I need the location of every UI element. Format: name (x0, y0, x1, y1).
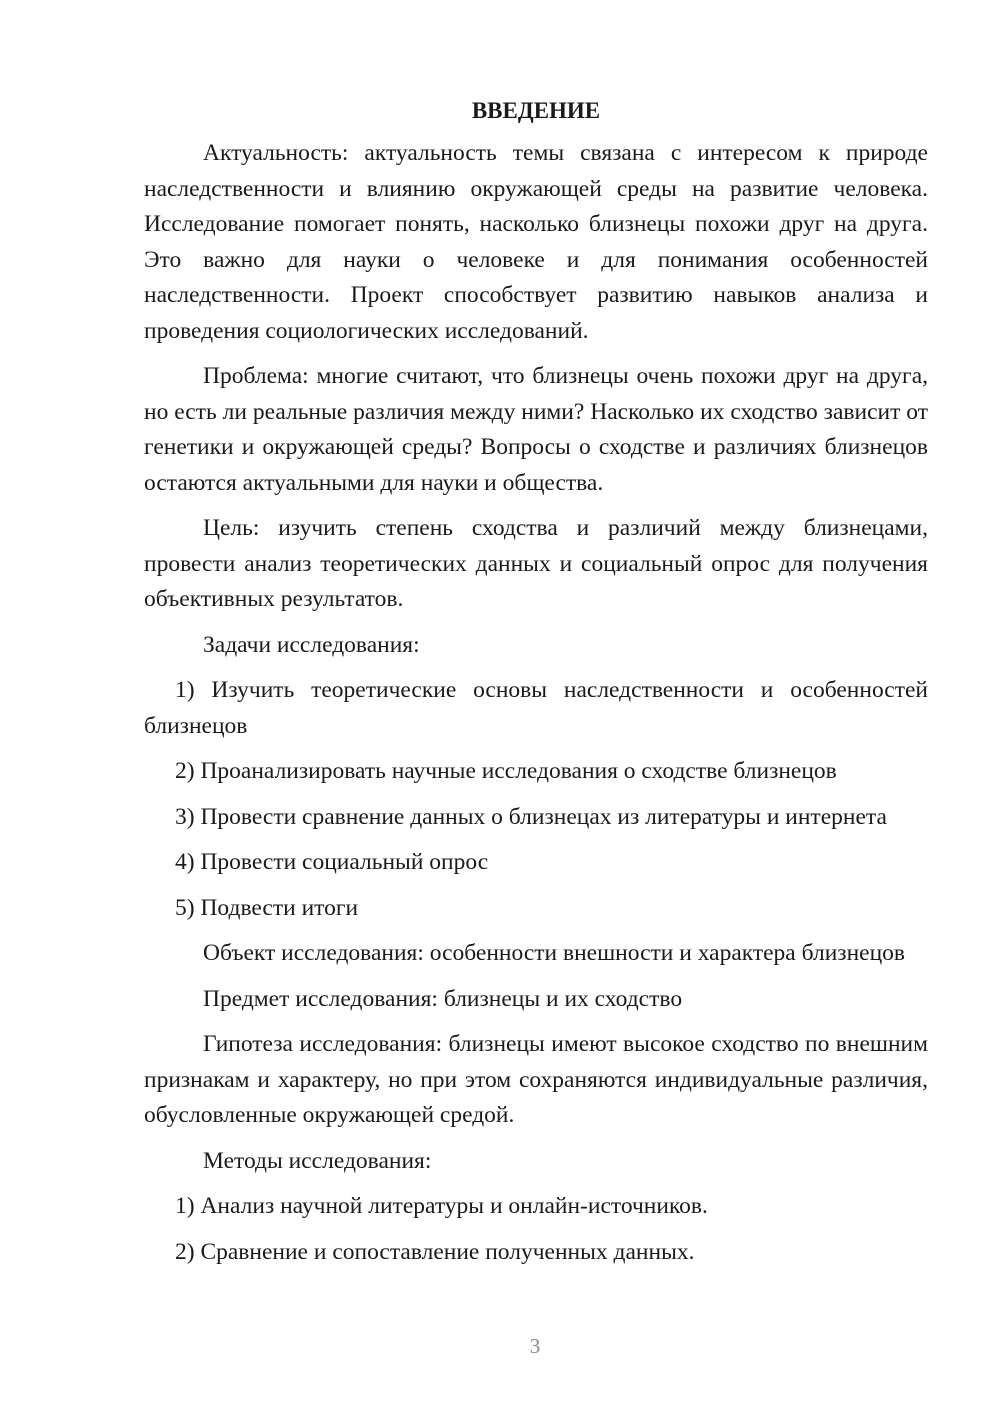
method-item-2: 2) Сравнение и сопоставление полученных данных. (175, 1238, 695, 1265)
problem-paragraph: Проблема: многие считают, что близнецы очень похожи друг на друга, но есть ли реальные различия между ними? Насколько их сходство зависит от генетики и окружающей среды? Вопросы о сходстве и различиях близнецов остаются актуальными для науки и общества. (144, 363, 928, 496)
object-paragraph: Объект исследования: особенности внешности и характера близнецов (203, 940, 905, 966)
page-number: 3 (529, 1334, 541, 1358)
task-item-2: 2) Проанализировать научные исследования о сходстве близнецов (175, 758, 837, 784)
task-item-1: 1) Изучить теоретические основы наследственности и особенностей близнецов (144, 677, 928, 739)
tasks-title: Задачи исследования: (203, 631, 420, 658)
task-item-4: 4) Провести социальный опрос (175, 849, 489, 875)
task-item-5: 5) Подвести итоги (175, 894, 359, 921)
method-item-1: 1) Анализ научной литературы и онлайн-источников. (175, 1193, 708, 1219)
hypothesis-paragraph: Гипотеза исследования: близнецы имеют высокое сходство по внешним признакам и характеру, но при этом сохраняются индивидуальные различия, обусловленные окружающей средой. (144, 1031, 928, 1128)
subject-paragraph: Предмет исследования: близнецы и их сходство (203, 985, 683, 1012)
task-item-3: 3) Провести сравнение данных о близнецах из литературы и интернета (175, 803, 887, 830)
methods-title: Методы исследования: (203, 1147, 432, 1174)
relevance-paragraph: Актуальность: актуальность темы связана с интересом к природе наследственности и влиянию окружающей среды на развитие человека. Исследование помогает понять, насколько близнецы похожи друг на друга. Это важно для науки о человеке и для понимания особенностей наследственности. Проект способствует развитию навыков анализа и проведения социологических исследований. (144, 140, 928, 344)
goal-paragraph: Цель: изучить степень сходства и различий между близнецами, провести анализ теоретических данных и социальный опрос для получения объективных результатов. (144, 515, 928, 612)
section-heading: ВВЕДЕНИЕ (471, 98, 601, 123)
page-content (144, 96, 928, 1280)
